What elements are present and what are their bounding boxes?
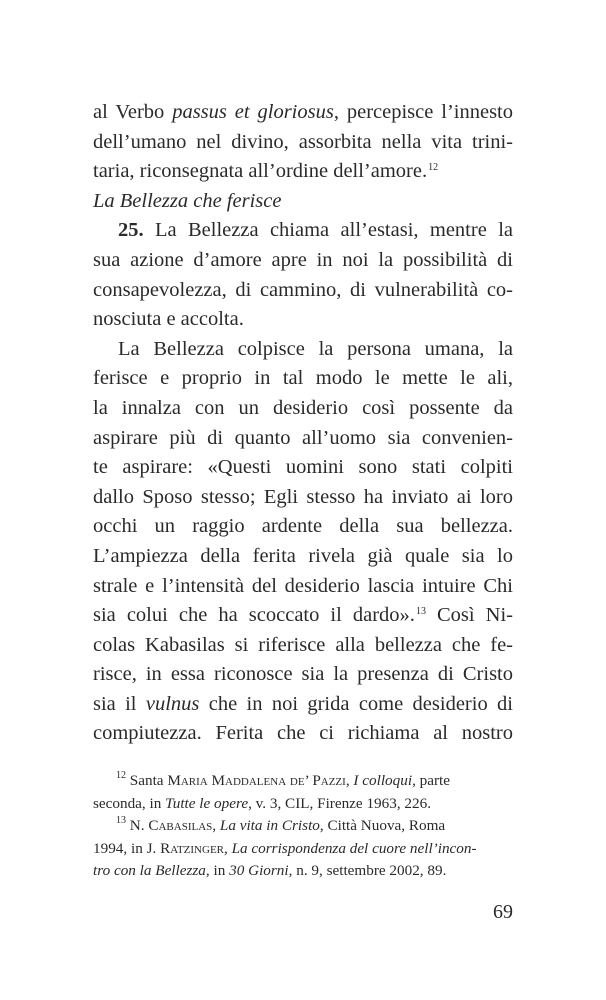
footnote-ref: 12 [428,161,439,173]
text-line [93,601,513,631]
text-line [93,98,513,128]
text-run: , [345,772,354,789]
journal-title: 30 Giorni [229,862,289,879]
text-line: dell’umano nel divino, assorbita nella vita trini- [93,130,513,153]
text-run: , v. 3, CIL, Firenze 1963, 226. [248,794,432,812]
text-run: N. [126,817,149,834]
footnote-number: 12 [116,769,126,781]
footnote-12 [93,770,513,815]
author-name: Cabasilas [148,817,213,834]
text-run: , [224,839,232,857]
text-line: nosciuta e accolta. [93,308,244,331]
text-line: occhi un raggio ardente della sua bellezza. [93,515,513,538]
text-run: , parte [412,772,451,789]
paragraph-25 [93,216,513,334]
text-run: , in [205,862,230,879]
footnote-ref: 13 [415,605,426,617]
author-name: Maria Maddalena de’ Pazzi [167,772,346,789]
text-run: Santa [126,772,168,789]
text-run: La Bellezza chiama all’estasi, mentre la [143,219,513,242]
footnote-number: 13 [116,814,126,826]
footnote-13 [93,815,513,883]
text-line: La Bellezza colpisce la persona umana, la [118,337,513,360]
text-run: sia il [93,692,146,715]
text-line: colas Kabasilas si riferisce alla bellezza che fe- [93,633,513,656]
continuation-paragraph [93,98,513,187]
paragraph-number: 25. [118,219,144,242]
text-run: taria, riconsegnata all’ordine dell’amore. [93,160,428,183]
work-title: La corrispondenza del cuore nell’incon- [231,839,477,857]
work-title: tro con la Bellezza [93,862,206,879]
text-line: consapevolezza, di cammino, di vulnerabilità co- [93,278,513,301]
section-title: La Bellezza che ferisce [93,189,282,212]
text-run: , Città Nuova, Roma [319,817,446,834]
text-line: L’ampiezza della ferita rivela già quale sia lo [93,544,513,567]
body-text [93,98,513,749]
page-number: 69 [493,901,513,923]
latin-phrase: passus et gloriosus [172,101,334,123]
text-run: al Verbo [93,101,173,123]
text-line: strale e l’intensità del desiderio lascia intuire Chi [93,574,513,597]
text-line: compiutezza. Ferita che ci richiama al nostro [93,722,513,745]
text-run: , [212,817,220,834]
text-line [93,690,513,720]
text-line [93,216,513,246]
author-name: Ratzinger [160,839,224,857]
text-line: la innalza con un desiderio così possente da [93,396,513,419]
text-line: ferisce e proprio in tal modo le mette le ali, [93,367,513,390]
work-title: Tutte le opere [165,794,249,812]
text-line: dallo Sposo stesso; Egli stesso ha inviato ai loro [93,485,513,508]
text-run: , percepisce l’innesto [333,101,513,123]
latin-word: vulnus [145,692,200,715]
work-title: I colloqui [353,772,413,789]
text-line: te aspirare: «Questi uomini sono stati colpiti [93,456,513,479]
text-line: sua azione d’amore apre in noi la possibilità di [93,248,513,271]
text-run: seconda, in [93,794,166,812]
text-run: sia colui che ha scoccato il dardo». [93,604,415,627]
text-run: che in noi grida come desiderio di [199,692,513,715]
work-title: La vita in Cristo [219,817,320,834]
text-line: risce, in essa riconosce sia la presenza di Cristo [93,663,513,686]
text-line [93,157,513,187]
text-run: 1994, in J. [93,839,161,857]
text-line: aspirare più di quanto all’uomo sia convenien- [93,426,513,449]
footnotes [93,770,513,883]
text-run: , n. 9, settembre 2002, 89. [288,862,447,879]
paragraph-bellezza [93,335,513,749]
text-run: Così Ni- [425,604,513,627]
